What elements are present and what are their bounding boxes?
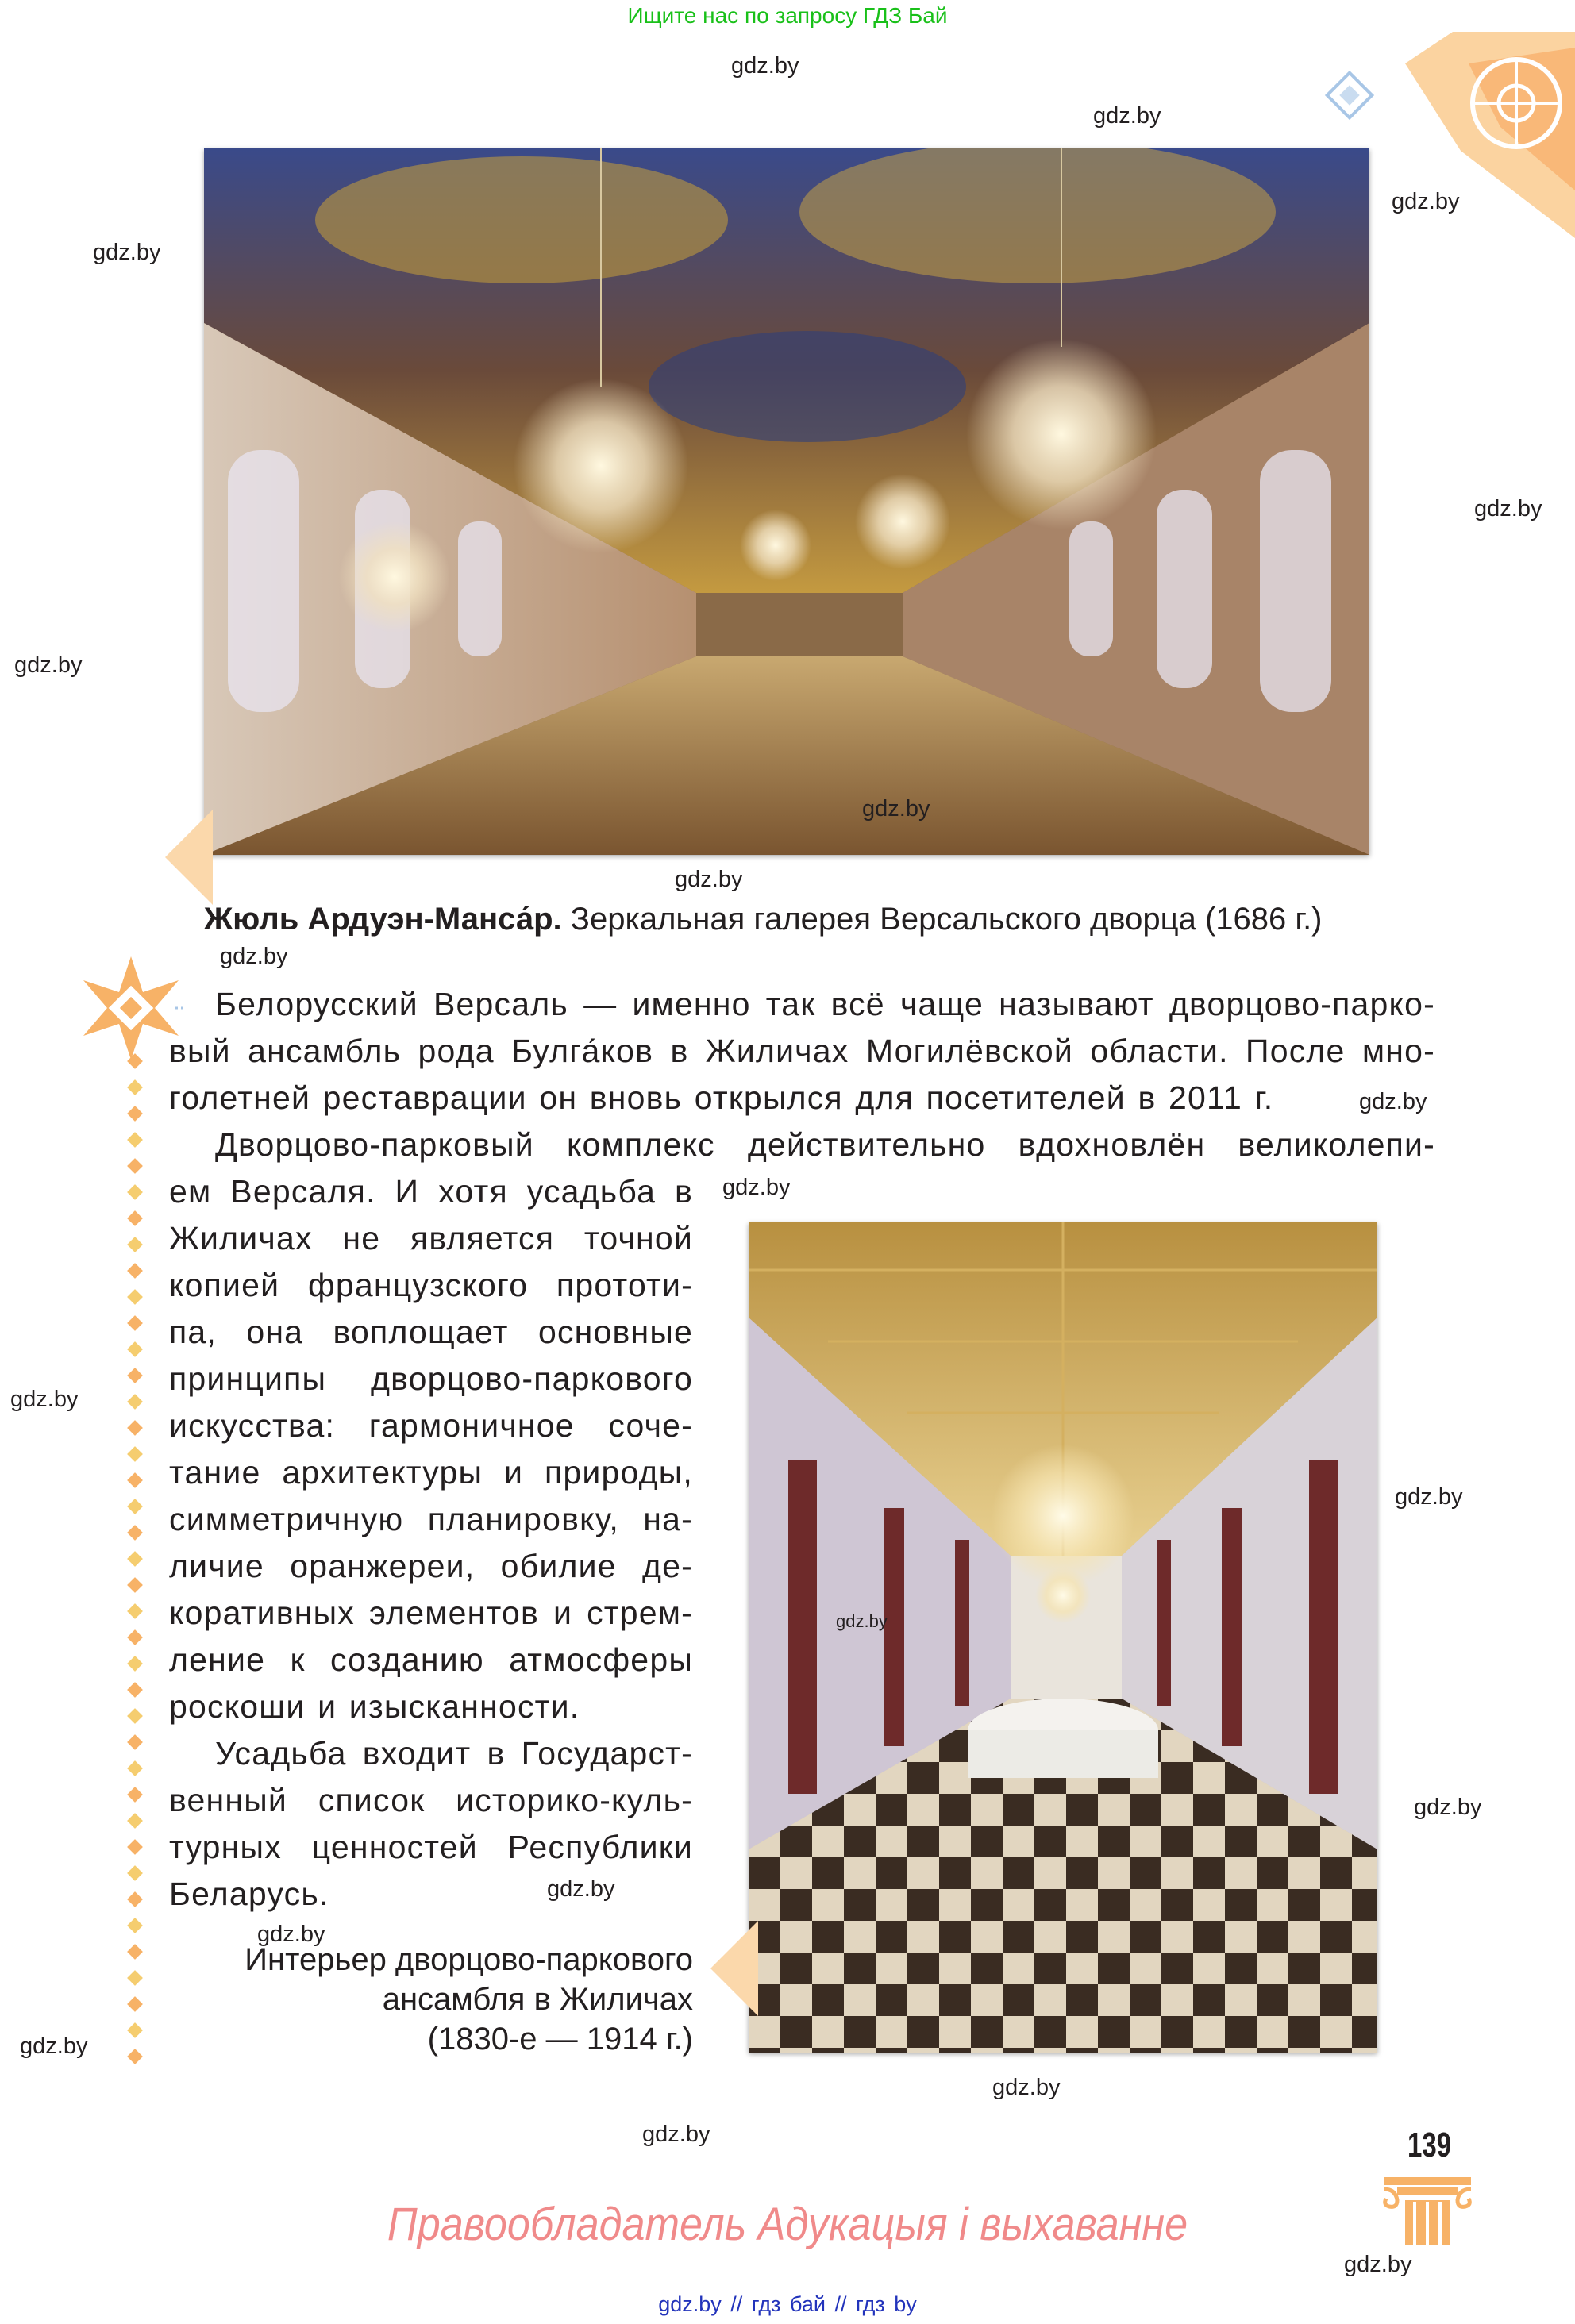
watermark[interactable]: gdz.by xyxy=(992,2075,1061,2100)
paragraph-versailles-partial xyxy=(169,1168,693,1215)
page-number: 139 xyxy=(1407,2126,1452,2164)
watermark[interactable]: gdz.by xyxy=(1474,496,1542,521)
text-line: венный список историко-куль- xyxy=(169,1782,693,1818)
caption-line: (1830-е — 1914 г.) xyxy=(427,2022,693,2057)
text-line: ем Версаля. И хотя усадьба в xyxy=(169,1173,693,1210)
copyright-footer: Правообладатель Адукацыя і выхаванне xyxy=(387,2199,1188,2250)
text-line: па, она воплощает основные xyxy=(169,1314,693,1350)
text-line: Жиличах не является точной xyxy=(169,1220,693,1256)
text-line: коративных элементов и стрем- xyxy=(169,1595,693,1631)
text-line: ление к созданию атмосферы xyxy=(169,1641,693,1678)
text-line: вый ансамбль рода Булга́ков в Жиличах Могилёвской области. После мно- xyxy=(169,1033,1435,1069)
watermark[interactable]: gdz.by xyxy=(257,1922,325,1947)
watermark[interactable]: gdz.by xyxy=(14,652,83,678)
text-line: принципы дворцово-паркового xyxy=(169,1360,693,1397)
ornament-star-icon xyxy=(79,956,183,1060)
caption-line: Интерьер дворцово-паркового xyxy=(245,1942,693,1977)
caption-line: ансамбля в Жиличах xyxy=(382,1982,693,2017)
watermark[interactable]: gdz.by xyxy=(731,53,799,79)
watermark[interactable]: gdz.by xyxy=(1414,1795,1482,1820)
watermark[interactable]: gdz.by xyxy=(1344,2252,1412,2277)
paragraph-intro xyxy=(169,981,1435,1122)
watermark[interactable]: gdz.by xyxy=(1392,189,1460,214)
text-line: тание архитектуры и природы, xyxy=(169,1454,693,1491)
text-line: голетней реставрации он вновь открылся для посетителей в 2011 г. xyxy=(169,1079,1274,1116)
photo1-caption xyxy=(204,900,1323,938)
watermark[interactable]: gdz.by xyxy=(220,944,288,969)
paragraph-versailles-full xyxy=(169,1122,1435,1168)
text-line: Беларусь. xyxy=(169,1876,329,1912)
watermark[interactable]: gdz.by xyxy=(1093,103,1161,129)
watermark[interactable]: gdz.by xyxy=(1395,1484,1463,1510)
text-line: роскоши и изысканности. xyxy=(169,1688,580,1725)
watermark[interactable]: gdz.by xyxy=(642,2122,710,2147)
top-banner[interactable]: Ищите нас по запросу ГДЗ Бай xyxy=(627,3,948,28)
zhilichi-interior-photo xyxy=(749,1222,1377,2053)
caption-author: Жюль Ардуэн-Манса́р. xyxy=(204,902,562,937)
watermark[interactable]: gdz.by xyxy=(547,1876,615,1902)
bottom-links[interactable]: gdz.by // гдз бай // гдз by xyxy=(658,2292,917,2316)
text-line: искусства: гармоничное соче- xyxy=(169,1407,693,1444)
watermark[interactable]: gdz.by xyxy=(862,796,930,821)
watermark[interactable]: gdz.by xyxy=(93,240,161,265)
hall-of-mirrors-photo xyxy=(204,148,1369,855)
diamond-accent xyxy=(710,1921,758,2016)
watermark[interactable]: gdz.by xyxy=(1359,1089,1427,1114)
watermark[interactable]: gdz.by xyxy=(10,1387,79,1412)
text-line: Дворцово-парковый комплекс действительно вдохновлён великолепи- xyxy=(215,1126,1435,1163)
caption-text: Зеркальная галерея Версальского дворца (1686 г.) xyxy=(570,902,1323,937)
photo2-caption xyxy=(169,1940,693,2059)
text-line: турных ценностей Республики xyxy=(169,1829,693,1865)
paragraph-versailles-column xyxy=(169,1215,693,1730)
diamond-accent xyxy=(165,810,213,905)
watermark[interactable]: gdz.by xyxy=(722,1175,791,1200)
text-line: Белорусский Версаль — именно так всё чаще называют дворцово-парко- xyxy=(215,986,1435,1022)
watermark[interactable]: gdz.by xyxy=(675,867,743,892)
text-line: Усадьба входит в Государст- xyxy=(215,1735,693,1772)
watermark[interactable]: gdz.by xyxy=(836,1611,888,1631)
text-line: симметричную планировку, на- xyxy=(169,1501,693,1537)
watermark[interactable]: gdz.by xyxy=(20,2034,88,2059)
dotted-border-ornament xyxy=(129,1056,141,2072)
text-line: копией французского прототи- xyxy=(169,1267,693,1303)
text-line: личие оранжереи, обилие де- xyxy=(169,1548,693,1584)
